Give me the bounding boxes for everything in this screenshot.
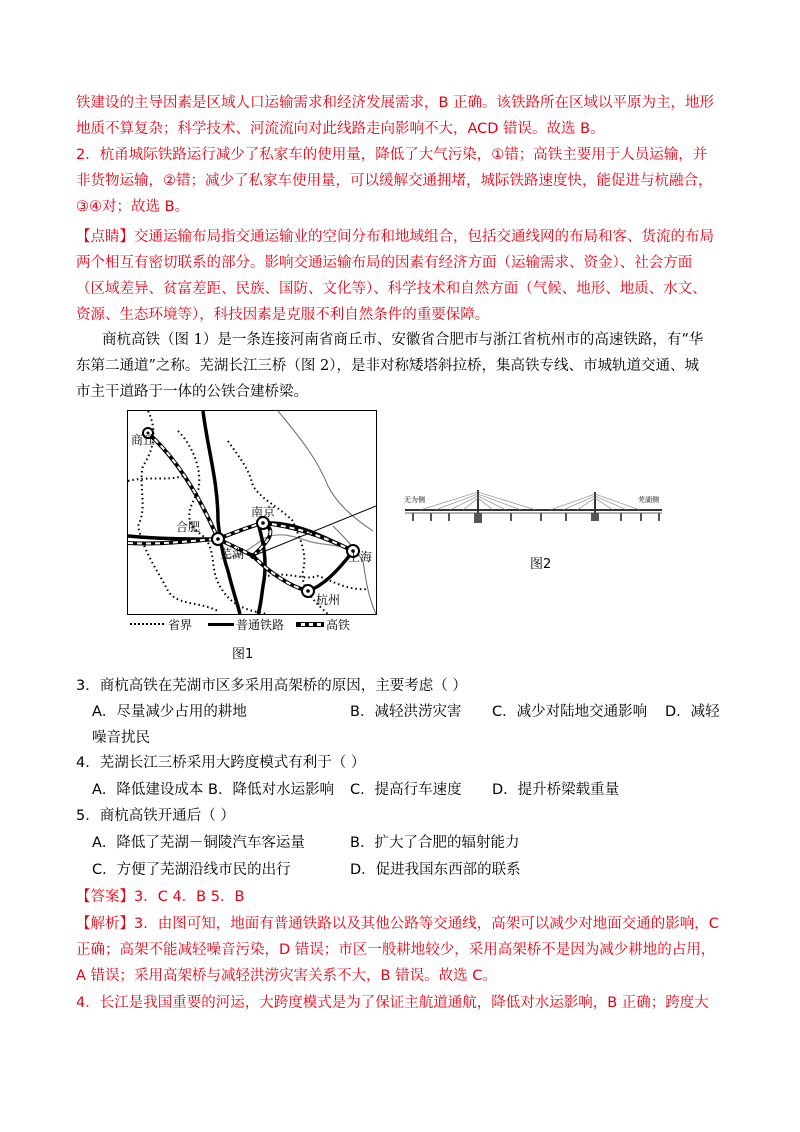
city-marker-hefei — [212, 533, 224, 545]
explanation-line: 2．杭甬城际铁路运行减少了私家车的使用量，降低了大气污染，①错；高铁主要用于人员运输，并 — [76, 147, 708, 163]
rail-map-figure — [127, 410, 377, 615]
answer-line: 【答案】3．C 4．B 5．B — [76, 889, 245, 905]
dianjing-line: 两个相互有密切联系的部分。影响交通运输布局的因素有经济方面（运输需求、资金）、社会方面 — [76, 255, 693, 271]
dianjing-line: 资源、生态环境等），科技因素是克服不利自然条件的重要保障。 — [76, 307, 490, 323]
city-marker-hangzhou — [302, 585, 314, 597]
city-label-shanghai: 上海 — [348, 550, 373, 564]
province-boundary-legend-icon — [130, 623, 164, 625]
intro-line: 东第二通道”之称。芜湖长江三桥（图 2），是非对称矮塔斜拉桥，集高铁专线、市城轨道交通、城 — [76, 358, 699, 374]
bridge-piers — [412, 513, 660, 523]
explanation-line: 铁建设的主导因素是区域人口运输需求和经济发展需求，B 正确。该铁路所在区域以平原为主，地形 — [76, 95, 715, 111]
q3-option-d-continued: 噪音扰民 — [92, 730, 150, 746]
question-3-stem: 3．商杭高铁在芜湖市区多采用高架桥的原因，主要考虑（ ） — [76, 678, 467, 694]
q5-option-b: B．扩大了合肥的辐射能力 — [350, 835, 520, 851]
q4-option-c: C．提高行车速度 — [350, 782, 462, 798]
conventional-railway — [203, 411, 240, 614]
legend-province-label: 省界 — [168, 618, 193, 632]
intro-line: 商杭高铁（图 1）是一条连接河南省商丘市、安徽省合肥市与浙江省杭州市的高速铁路，有“华 — [102, 332, 704, 348]
explanation-line: 地质不算复杂；科学技术、河流流向对此线路走向影响不大，ACD 错误。故选 B。 — [76, 121, 605, 137]
stay-cables — [420, 492, 640, 510]
figure2-caption: 图2 — [530, 557, 552, 572]
analysis-line: 【解析】3．由图可知，地面有普通铁路以及其他公路等交通线，高架可以减少对地面交通的影响，C — [76, 916, 719, 932]
explanation-line: 非货物运输，②错；减少了私家车使用量，可以缓解交通拥堵，城际铁路速度快，能促进与杭融合， — [76, 173, 713, 189]
q4-option-d: D．提升桥梁载重量 — [492, 782, 620, 798]
city-label-nanjing: 南京 — [251, 505, 276, 519]
railway-legend-icon — [208, 623, 234, 626]
hsr-legend-icon — [296, 622, 324, 627]
dianjing-line: 【点睛】交通运输布局指交通运输业的空间分布和地域组合，包括交通线网的布局和客、货流的布局 — [76, 229, 714, 245]
bridge-right-label: 芜湖侧 — [638, 496, 659, 504]
legend-hsr-label: 高铁 — [326, 618, 351, 632]
city-label-hangzhou: 杭州 — [316, 593, 341, 607]
q3-option-b: B．减轻洪涝灾害 — [350, 704, 462, 720]
q3-option-c: C．减少对陆地交通影响 — [492, 704, 648, 720]
city-label-shangqiu: 商丘 — [131, 433, 156, 447]
question-5-stem: 5．商杭高铁开通后（ ） — [76, 808, 235, 824]
legend-railway-label: 普通铁路 — [236, 618, 285, 632]
bridge-left-label: 无为侧 — [404, 496, 425, 504]
figure1-caption: 图1 — [232, 647, 254, 662]
province-boundary — [128, 476, 183, 481]
rail-map-svg — [128, 411, 376, 614]
q5-option-a: A．降低了芜湖－铜陵汽车客运量 — [92, 835, 305, 851]
bridge-figure — [400, 480, 670, 530]
city-label-wuhu: 芜湖 — [220, 547, 245, 561]
question-4-stem: 4．芜湖长江三桥采用大跨度模式有利于（ ） — [76, 755, 366, 771]
q5-option-d: D．促进我国东西部的联系 — [350, 862, 521, 878]
conventional-railway — [308, 551, 353, 591]
q3-option-d: D．减轻 — [665, 704, 720, 720]
intro-line: 市主干道路于一体的公铁合建桥梁。 — [76, 384, 308, 400]
analysis-line: 4．长江是我国重要的河运，大跨度模式是为了保证主航道通航，降低对水运影响，B 正确；跨度大 — [76, 995, 709, 1011]
explanation-line: ③④对；故选 B。 — [76, 199, 190, 215]
analysis-line: A 错误；采用高架桥与减轻洪涝灾害关系不大，B 错误。故选 C。 — [76, 968, 497, 984]
city-label-hefei: 合肥 — [176, 520, 201, 534]
q4-option-ab: A．降低建设成本 B．降低对水运影响 — [92, 782, 334, 798]
city-marker-wuhu — [250, 553, 256, 559]
dianjing-line: （区域差异、贫富差距、民族、国防、文化等）、科学技术和自然方面（气候、地形、地质、水文、 — [76, 281, 707, 297]
q5-option-c: C．方便了芜湖沿线市民的出行 — [92, 862, 291, 878]
analysis-line: 正确；高架不能减轻噪音污染，D 错误；市区一般耕地较少，采用高架桥不是因为减少耕地的占用， — [76, 942, 716, 958]
q3-option-a: A．尽量减少占用的耕地 — [92, 704, 247, 720]
